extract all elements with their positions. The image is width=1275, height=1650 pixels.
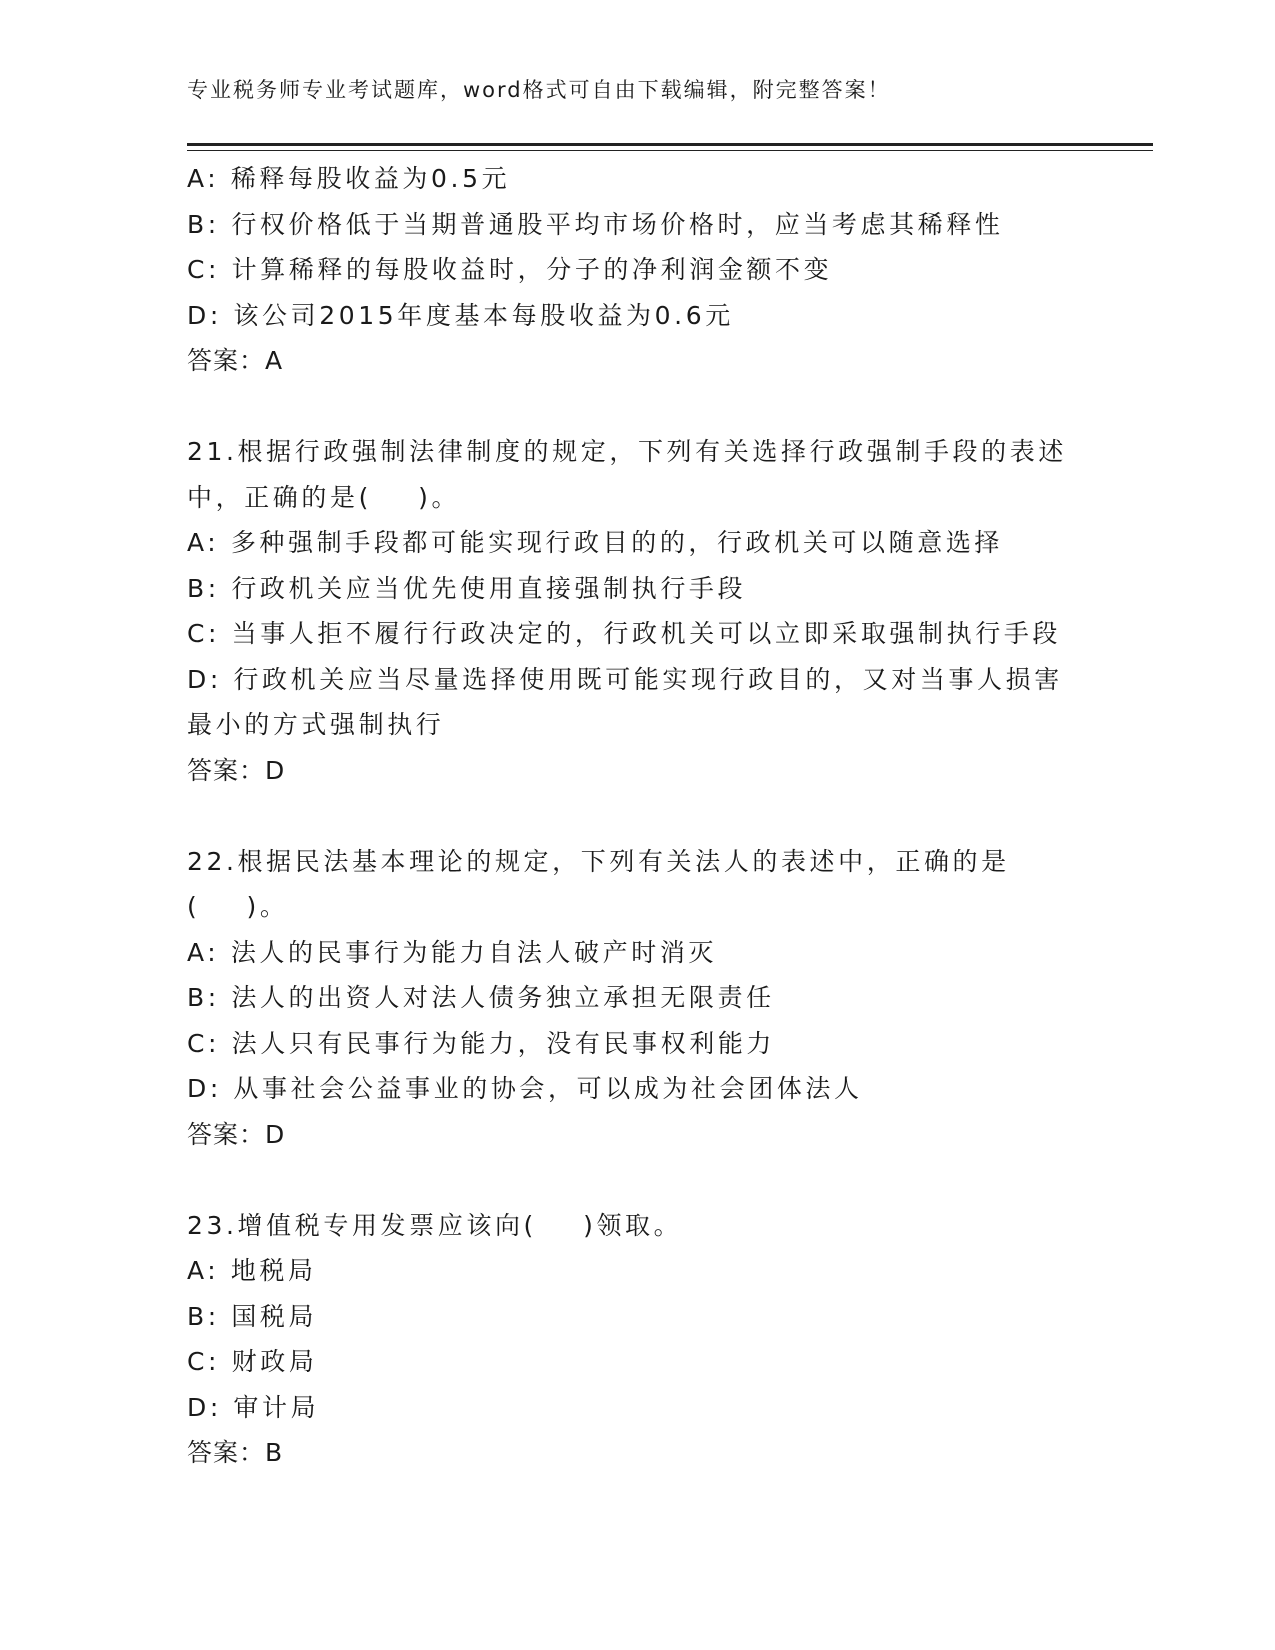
option-line: C: 财政局 [187, 1347, 318, 1376]
option-line: A: 稀释每股收益为0.5元 [187, 164, 511, 193]
option-line: C: 计算稀释的每股收益时，分子的净利润金额不变 [187, 255, 833, 284]
option-line: D: 从事社会公益事业的协会，可以成为社会团体法人 [187, 1074, 863, 1103]
option-line: B: 行权价格低于当期普通股平均市场价格时，应当考虑其稀释性 [187, 209, 1004, 239]
block-spacer [187, 384, 1107, 430]
header-rule-thick [187, 143, 1153, 146]
question-stem: ( )。 [187, 892, 289, 921]
question-block [187, 793, 1107, 1157]
option-line: B: 国税局 [187, 1301, 318, 1331]
option-line: D: 行政机关应当尽量选择使用既可能实现行政目的，又对当事人损害 [187, 664, 1063, 694]
block-spacer [187, 793, 1107, 839]
question-block [187, 384, 1107, 794]
option-line: D: 该公司2015年度基本每股收益为0.6元 [187, 300, 734, 330]
question-stem: 23.增值税专用发票应该向( )领取。 [187, 1210, 683, 1240]
answer-line: 答案：D [187, 755, 286, 785]
header-rule-thin [187, 150, 1153, 151]
option-line: B: 行政机关应当优先使用直接强制执行手段 [187, 573, 747, 603]
option-line: A: 多种强制手段都可能实现行政目的的，行政机关可以随意选择 [187, 528, 1004, 557]
question-stem: 中，正确的是( )。 [187, 482, 461, 512]
option-line: C: 当事人拒不履行行政决定的，行政机关可以立即采取强制执行手段 [187, 619, 1062, 648]
page-header: 专业税务师专业考试题库，word格式可自由下载编辑，附完整答案！ [187, 78, 891, 102]
option-line: 最小的方式强制执行 [187, 710, 445, 739]
option-line: D: 审计局 [187, 1392, 320, 1422]
question-list [187, 156, 1107, 1476]
question-stem: 21.根据行政强制法律制度的规定，下列有关选择行政强制手段的表述 [187, 437, 1067, 466]
option-line: A: 地税局 [187, 1256, 317, 1285]
answer-line: 答案：D [187, 1119, 286, 1149]
question-stem: 22.根据民法基本理论的规定，下列有关法人的表述中，正确的是 [187, 846, 1010, 876]
answer-line: 答案：A [187, 346, 284, 375]
option-line: B: 法人的出资人对法人债务独立承担无限责任 [187, 983, 775, 1012]
option-line: C: 法人只有民事行为能力，没有民事权利能力 [187, 1028, 776, 1058]
question-block [187, 156, 1107, 384]
question-block [187, 1157, 1107, 1476]
option-line: A: 法人的民事行为能力自法人破产时消灭 [187, 937, 718, 967]
answer-line: 答案：B [187, 1438, 284, 1467]
block-spacer [187, 1157, 1107, 1203]
